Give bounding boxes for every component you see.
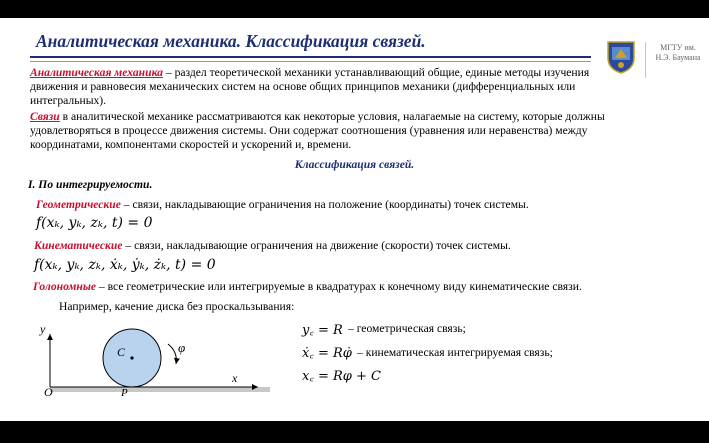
example-eq-2-desc: – кинематическая интегрируемая связь; [357, 346, 553, 359]
header-divider [645, 42, 646, 78]
ground-surface [50, 387, 270, 392]
intro-paragraph [30, 66, 602, 108]
geometric-line [36, 198, 529, 212]
university-emblem-icon [606, 38, 636, 74]
intro-term: Аналитическая механика [30, 66, 163, 79]
origin-label: O [44, 385, 53, 399]
example-eq-1: y꜀ = R [302, 323, 343, 338]
geometric-term: Геометрические [36, 198, 121, 211]
holonomic-term: Голономные [33, 280, 97, 293]
holonomic-text: – все геометрические или интегрируемые в квадратурах к конечному виду кинематические связи. [96, 280, 582, 293]
constraints-text: в аналитической механике рассматриваются как некоторые условия, налагаемые на систему, которые должны удовлетворяться в процессе движения системы. Они содержат соотношения (уравнения или неравенства) между координатами, компонентами скоростей и ускорений и, времени. [30, 110, 605, 151]
contact-point-label: P [121, 387, 128, 399]
angle-label: φ [178, 340, 186, 355]
page-title: Аналитическая механика. Классификация связей. [36, 31, 426, 51]
x-axis-label: x [232, 371, 238, 385]
university-name [650, 43, 706, 63]
constraints-paragraph [30, 110, 615, 152]
center-label: C [117, 345, 126, 359]
university-line-1: МГТУ им. [660, 43, 696, 52]
section1-heading: I. По интегрируемости. [28, 178, 153, 191]
disk-center-point [130, 356, 133, 359]
title-rule [30, 56, 591, 58]
example-intro: Например, качение диска без проскальзывания: [59, 300, 295, 313]
geometric-equation: f(xₖ, yₖ, zₖ, t) = 0 [36, 215, 153, 231]
classification-heading: Классификация связей. [294, 158, 415, 171]
kinematic-line [34, 239, 511, 253]
constraints-term: Связи [30, 110, 60, 123]
university-line-2: Н.Э. Баумана [655, 53, 701, 62]
rotation-arrow-icon [168, 344, 176, 364]
kinematic-text: – связи, накладывающие ограничения на движение (скорости) точек системы. [122, 239, 511, 252]
example-eq-1-desc: – геометрическая связь; [348, 322, 466, 335]
example-eq-3: x꜀ = Rφ + C [302, 369, 381, 384]
example-eq-2: ẋ꜀ = Rφ̇ [302, 346, 352, 361]
intro-text: – раздел теоретической механики устанавливающий общие, единые методы изучения движения и равновесия механических систем на основе общих принципов механики (дифференциальных или интегральных). [30, 66, 590, 107]
slide [0, 18, 709, 421]
title-rule-thin [30, 61, 591, 62]
y-axis-label: y [40, 322, 46, 336]
kinematic-term: Кинематические [34, 239, 123, 252]
holonomic-line [33, 280, 582, 294]
kinematic-equation: f(xₖ, yₖ, zₖ, ẋₖ, ẏₖ, żₖ, t) = 0 [34, 257, 216, 273]
rolling-disk-diagram [36, 318, 276, 406]
geometric-text: – связи, накладывающие ограничения на положение (координаты) точек системы. [120, 198, 529, 211]
